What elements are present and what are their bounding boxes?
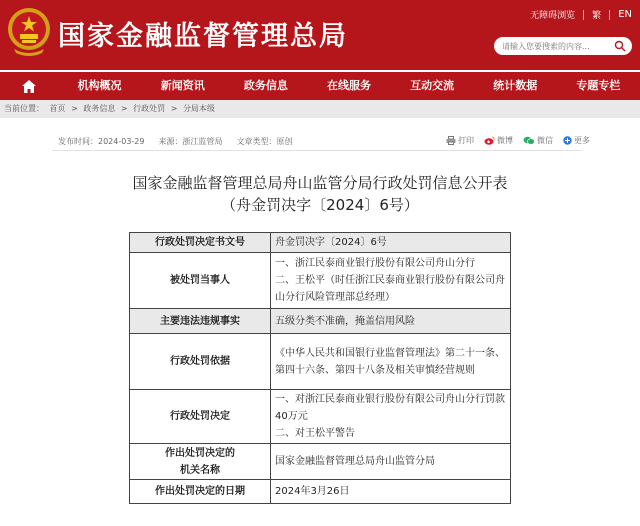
search-box (494, 37, 632, 55)
publish-time: 发布时间：2024-03-29 (58, 137, 145, 146)
search-input[interactable] (502, 42, 614, 51)
article-source: 来源：浙江监管局 (158, 137, 223, 146)
wechat-icon (523, 136, 535, 145)
national-emblem-icon (6, 5, 52, 57)
more-icon (563, 136, 572, 145)
home-icon (22, 80, 36, 93)
table-row (130, 309, 511, 334)
divider (52, 150, 582, 151)
nav-item-statistics[interactable]: 统计数据 (493, 79, 538, 92)
print-button[interactable] (446, 135, 474, 146)
article-type: 文章类型：原创 (236, 137, 293, 146)
page-title (0, 172, 640, 216)
article-meta (58, 136, 293, 147)
english-link[interactable]: EN (618, 9, 632, 20)
nav-item-online-service[interactable]: 在线服务 (326, 79, 371, 92)
table-row (130, 390, 511, 444)
search-icon[interactable] (614, 40, 626, 52)
breadcrumb-penalty[interactable]: 行政处罚 (133, 104, 166, 113)
traditional-chinese-link[interactable]: 繁 (592, 11, 602, 21)
row-label: 行政处罚依据 (130, 334, 271, 390)
row-value: 一、浙江民泰商业银行股份有限公司舟山分行 二、王松平（时任浙江民泰商业银行股份有限公司舟山分行风险管理部总经理） (271, 253, 511, 309)
breadcrumb-separator: > (120, 104, 128, 113)
penalty-info-table (129, 232, 511, 504)
site-header (0, 0, 640, 70)
table-row (130, 444, 511, 480)
more-label: 更多 (574, 136, 590, 145)
home-button[interactable] (0, 72, 58, 100)
breadcrumb-branch[interactable]: 分局本级 (182, 104, 215, 113)
more-share-button[interactable] (563, 135, 590, 146)
row-value: 2024年3月26日 (271, 480, 511, 504)
row-label: 行政处罚决定书文号 (130, 233, 271, 253)
site-title[interactable]: 国家金融监督管理总局 (58, 21, 348, 52)
row-value: 一、对浙江民泰商业银行股份有限公司舟山分行罚款40万元 二、对王松平警告 (271, 390, 511, 444)
row-value: 《中华人民共和国银行业监督管理法》第二十一条、第四十六条、第四十八条及相关审慎经营规则 (271, 334, 511, 390)
separator (609, 10, 610, 20)
separator (583, 10, 584, 20)
breadcrumb-home[interactable]: 首页 (49, 104, 66, 113)
breadcrumb (0, 100, 640, 118)
nav-item-government-info[interactable]: 政务信息 (243, 79, 288, 92)
weibo-share-button[interactable] (484, 135, 513, 146)
weibo-icon (484, 136, 495, 145)
nav-item-interaction[interactable]: 互动交流 (410, 79, 455, 92)
print-label: 打印 (458, 136, 474, 145)
table-row (130, 480, 511, 504)
table-row (130, 334, 511, 390)
share-bar (446, 135, 590, 146)
wechat-share-button[interactable] (523, 135, 553, 146)
row-label: 被处罚当事人 (130, 253, 271, 309)
breadcrumb-label: 当前位置： (4, 104, 44, 113)
row-value: 舟金罚决字〔2024〕6号 (271, 233, 511, 253)
breadcrumb-separator: > (170, 104, 178, 113)
row-label: 行政处罚决定 (130, 390, 271, 444)
row-value: 五级分类不准确，掩盖信用风险 (271, 309, 511, 334)
accessibility-link[interactable]: 无障碍浏览 (530, 11, 576, 21)
table-row (130, 253, 511, 309)
breadcrumb-government-info[interactable]: 政务信息 (83, 104, 116, 113)
row-label: 作出处罚决定的日期 (130, 480, 271, 504)
nav-item-about[interactable]: 机构概况 (77, 79, 122, 92)
title-line-2: （舟金罚决字〔2024〕6号） (221, 196, 419, 214)
weibo-label: 微博 (497, 136, 513, 145)
nav-item-special-topics[interactable]: 专题专栏 (576, 79, 621, 92)
table-row (130, 233, 511, 253)
printer-icon (446, 136, 456, 145)
main-nav (0, 72, 640, 100)
row-value: 国家金融监督管理总局舟山监管分局 (271, 444, 511, 480)
wechat-label: 微信 (537, 136, 553, 145)
breadcrumb-separator: > (71, 104, 78, 113)
top-links (530, 8, 632, 21)
row-label: 作出处罚决定的 机关名称 (130, 444, 271, 480)
nav-item-news[interactable]: 新闻资讯 (160, 79, 205, 92)
title-line-1: 国家金融监督管理总局舟山监管分局行政处罚信息公开表 (132, 174, 508, 192)
row-label: 主要违法违规事实 (130, 309, 271, 334)
